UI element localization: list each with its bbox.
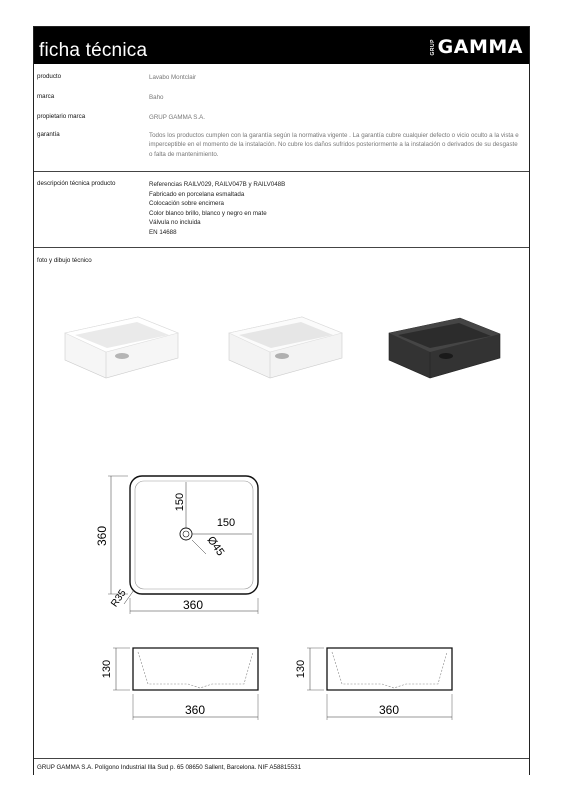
footer: [34, 758, 529, 776]
radius-label: R35: [109, 587, 129, 610]
brand-name: GAMMA: [437, 36, 523, 58]
field-value: Baho: [149, 94, 164, 101]
field-value: GRUP GAMMA S.A.: [149, 114, 205, 121]
page-title: ficha técnica: [39, 40, 148, 61]
left-height-label: 130: [101, 659, 113, 679]
description-line: Referencias RAILV029, RAILV047B y RAILV048B: [149, 181, 286, 188]
brand-small-text: GRUP: [429, 38, 436, 56]
description-line: Colocación sobre encimera: [149, 200, 224, 208]
plan-depth-label: 360: [95, 525, 109, 547]
field-label: marca: [37, 93, 55, 100]
description-label: descripción técnica producto: [37, 180, 116, 187]
description-line: Válvula no incluida: [149, 219, 201, 227]
field-label: propietario marca: [37, 113, 86, 120]
left-width-label: 360: [184, 703, 206, 717]
right-height-label: 130: [295, 659, 307, 679]
description-line: Fabricado en porcelana esmaltada: [149, 190, 245, 198]
description-line: Color blanco brillo, blanco y negro en mate: [149, 209, 267, 217]
plan-width-label: 360: [182, 598, 204, 612]
photo-section-label: foto y dibujo técnico: [37, 257, 92, 264]
drain-offset-x-label: 150: [216, 517, 236, 529]
right-width-label: 360: [378, 703, 400, 717]
field-value: Lavabo Montclair: [149, 74, 197, 81]
field-label: producto: [37, 73, 62, 80]
field-value: Todos los productos cumplen con la garantía según la normativa vigente . La garantía cubre cualquier defecto o vicio oculto a la vista e imperceptible en el momento de la instalación. No cubre los daños sufridos posteriormente a la instalación o derivados de su desgaste o falta de mantenimiento.: [149, 132, 519, 158]
drain-offset-y-label: 150: [174, 492, 186, 512]
field-label: garantía: [37, 131, 60, 138]
description-line: EN 14688: [149, 229, 177, 237]
footer-address: GRUP GAMMA S.A. Polígono Industrial Illa Sud p. 65 08650 Sallent, Barcelona. NIF A58815531: [37, 764, 302, 771]
drain-diameter-label: Ø45: [204, 534, 227, 559]
